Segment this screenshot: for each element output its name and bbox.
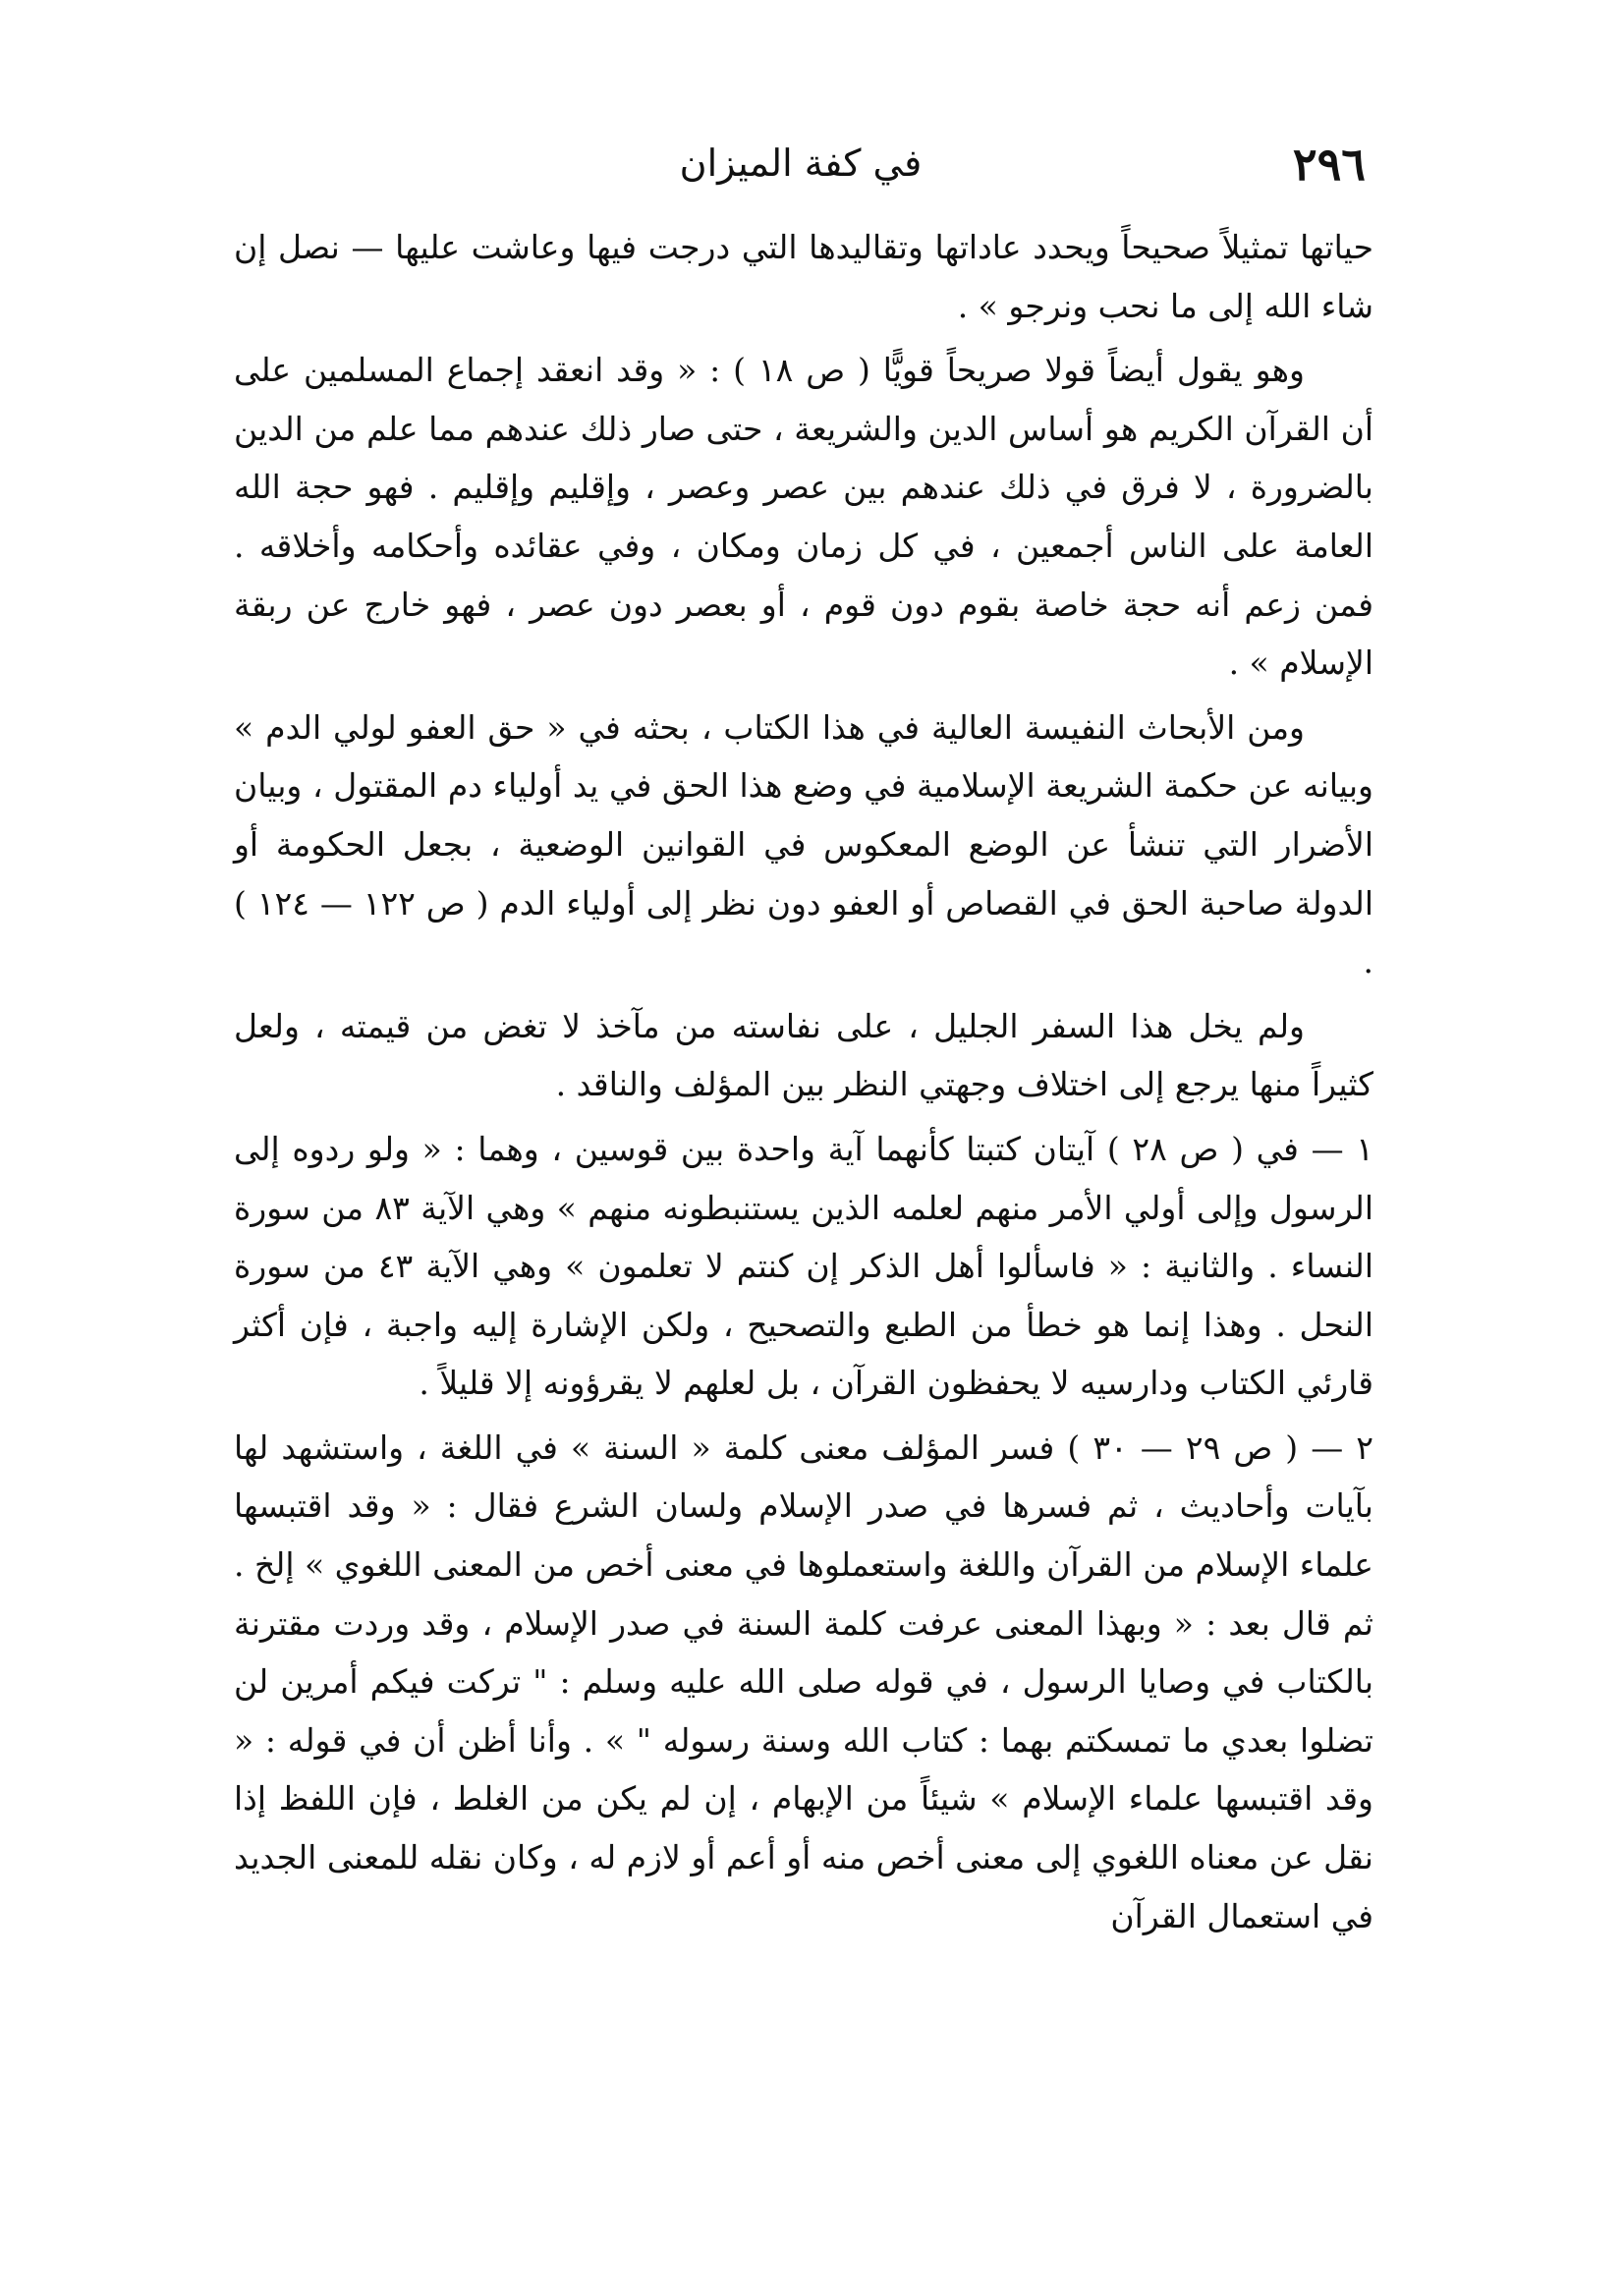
numbered-item-2: ٢ — ( ص ٢٩ — ٣٠ ) فسر المؤلف معنى كلمة « السنة » في اللغة ، واستشهد لها بآيات وأحاديث ، ثم فسرها في صدر الإسلام ولسان الشرع فقال : « وقد اقتبسها علماء الإسلام من القرآن واللغة واستعملوها في معنى أخص من المعنى اللغوي » إلخ . ثم قال بعد : « وبهذا المعنى عرفت كلمة السنة في صدر الإسلام ، وقد وردت مقترنة بالكتاب في وصايا الرسول ، في قوله صلى الله عليه وسلم : " تركت فيكم أمرين لن تضلوا بعدي ما تمسكتم بهما : كتاب الله وسنة رسوله " » . وأنا أظن أن في قوله : « وقد اقتبسها علماء الإسلام » شيئاً من الإبهام ، إن لم يكن من الغلط ، فإن اللفظ إذا نقل عن معناه اللغوي إلى معنى أخص منه أو أعم أو لازم له ، وكان نقله للمعنى الجديد في استعمال القرآن [233,1428,1373,1935]
page-number: ٢٩٦ [1292,138,1366,191]
paragraph-criticisms-intro: ولم يخل هذا السفر الجليل ، على نفاسته من مآخذ لا تغض من قيمته ، ولعل كثيراً منها يرجع إلى اختلاف وجهتي النظر بين المؤلف والناقد . [234,1006,1373,1104]
paragraph-continuation: حياتها تمثيلاً صحيحاً ويحدد عاداتها وتقاليدها التي درجت فيها وعاشت عليها — نصل إن شاء الله إلى ما نحب ونرجو » . [234,228,1373,325]
paragraph-quote-consensus: وهو يقول أيضاً قولا صريحاً قويًّا ( ص ١٨ ) : « وقد انعقد إجماع المسلمين على أن القرآن الكريم هو أساس الدين والشريعة ، حتى صار ذلك عندهم مما علم من الدين بالضرورة ، لا فرق في ذلك عندهم بين عصر وعصر ، وإقليم وإقليم . فهو حجة الله العامة على الناس أجمعين ، في كل زمان ومكان ، وفي عقائده وأحكامه وأخلاقه . فمن زعم أنه حجة خاصة بقوم دون قوم ، أو بعصر دون عصر ، فهو خارج عن ربقة الإسلام » . [234,351,1373,683]
paragraph-right-of-pardon: ومن الأبحاث النفيسة العالية في هذا الكتاب ، بحثه في « حق العفو لولي الدم » وبيانه عن حكمة الشريعة الإسلامية في وضع هذا الحق في يد أولياء دم المقتول ، وبيان الأضرار التي تنشأ عن الوضع المعكوس في القوانين الوضعية ، بجعل الحكومة أو الدولة صاحبة الحق في القصاص أو العفو دون نظر إلى أولياء الدم ( ص ١٢٢ — ١٢٤ ) . [234,707,1373,981]
running-header [236,138,1366,206]
body-text [234,218,1373,1945]
numbered-item-1: ١ — في ( ص ٢٨ ) آيتان كتبتا كأنهما آية واحدة بين قوسين ، وهما : « ولو ردوه إلى الرسول وإلى أولي الأمر منهم لعلمه الذين يستنبطونه منهم » وهي الآية ٨٣ من سورة النساء . والثانية : « فاسألوا أهل الذكر إن كنتم لا تعلمون » وهي الآية ٤٣ من سورة النحل . وهذا إنما هو خطأ من الطبع والتصحيح ، ولكن الإشارة إليه واجبة ، فإن أكثر قارئي الكتاب ودارسيه لا يحفظون القرآن ، بل لعلهم لا يقرؤونه إلا قليلاً . [234,1129,1373,1403]
running-title: في كفة الميزان [679,141,923,185]
